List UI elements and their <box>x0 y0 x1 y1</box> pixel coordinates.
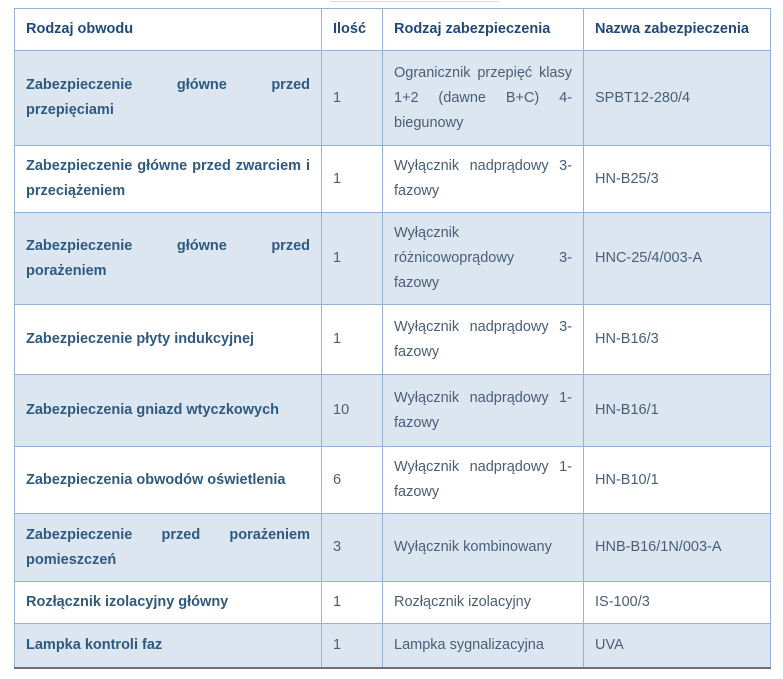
top-edge-artifact <box>330 1 500 6</box>
table-row <box>15 51 771 146</box>
cell-circuit-type: Zabezpieczenia gniazd wtyczkowych <box>15 375 322 447</box>
table-row <box>15 213 771 305</box>
cell-quantity: 1 <box>322 624 383 668</box>
cell-circuit-type: Zabezpieczenia obwodów oświetlenia <box>15 447 322 514</box>
table-row <box>15 375 771 447</box>
cell-protection-name: HNB-B16/1N/003-A <box>584 514 771 582</box>
table-row <box>15 447 771 514</box>
cell-quantity: 1 <box>322 582 383 624</box>
cell-quantity: 1 <box>322 146 383 213</box>
cell-protection-type: Rozłącznik izolacyjny <box>383 582 584 624</box>
cell-protection-name: HN-B25/3 <box>584 146 771 213</box>
cell-protection-name: HN-B10/1 <box>584 447 771 514</box>
column-header-circuit-type: Rodzaj obwodu <box>15 9 322 51</box>
cell-protection-name: HN-B16/3 <box>584 305 771 375</box>
cell-quantity: 3 <box>322 514 383 582</box>
cell-circuit-type: Zabezpieczenie główne przed przepięciami <box>15 51 322 146</box>
cell-quantity: 1 <box>322 305 383 375</box>
cell-quantity: 1 <box>322 51 383 146</box>
cell-protection-type: Wyłącznik kombinowany <box>383 514 584 582</box>
cell-protection-type: Wyłącznik nadprądowy 3-fazowy <box>383 146 584 213</box>
column-header-protection-name: Nazwa zabezpieczenia <box>584 9 771 51</box>
cell-quantity: 6 <box>322 447 383 514</box>
cell-protection-name: HNC-25/4/003-A <box>584 213 771 305</box>
cell-protection-type: Wyłącznik nadprądowy 3-fazowy <box>383 305 584 375</box>
cell-circuit-type: Lampka kontroli faz <box>15 624 322 668</box>
table-row <box>15 305 771 375</box>
cell-protection-type: Wyłącznik nadprądowy 1-fazowy <box>383 375 584 447</box>
cell-circuit-type: Zabezpieczenie główne przed porażeniem <box>15 213 322 305</box>
cell-protection-name: UVA <box>584 624 771 668</box>
cell-protection-type: Wyłącznik różnicowoprądowy 3-fazowy <box>383 213 584 305</box>
cell-circuit-type: Zabezpieczenie płyty indukcyjnej <box>15 305 322 375</box>
cell-quantity: 1 <box>322 213 383 305</box>
cell-protection-name: IS-100/3 <box>584 582 771 624</box>
table-header-row <box>15 9 771 51</box>
cell-protection-type: Lampka sygnalizacyjna <box>383 624 584 668</box>
protections-table <box>14 8 771 669</box>
cell-protection-name: SPBT12-280/4 <box>584 51 771 146</box>
column-header-protection-type: Rodzaj zabezpieczenia <box>383 9 584 51</box>
table-row <box>15 624 771 668</box>
cell-protection-name: HN-B16/1 <box>584 375 771 447</box>
table-row <box>15 146 771 213</box>
table-row <box>15 582 771 624</box>
cell-circuit-type: Zabezpieczenie przed porażeniem pomieszczeń <box>15 514 322 582</box>
table-row <box>15 514 771 582</box>
column-header-quantity: Ilość <box>322 9 383 51</box>
cell-protection-type: Wyłącznik nadprądowy 1-fazowy <box>383 447 584 514</box>
cell-circuit-type: Zabezpieczenie główne przed zwarciem i przeciążeniem <box>15 146 322 213</box>
cell-protection-type: Ogranicznik przepięć klasy 1+2 (dawne B+C) 4-biegunowy <box>383 51 584 146</box>
cell-quantity: 10 <box>322 375 383 447</box>
cell-circuit-type: Rozłącznik izolacyjny główny <box>15 582 322 624</box>
